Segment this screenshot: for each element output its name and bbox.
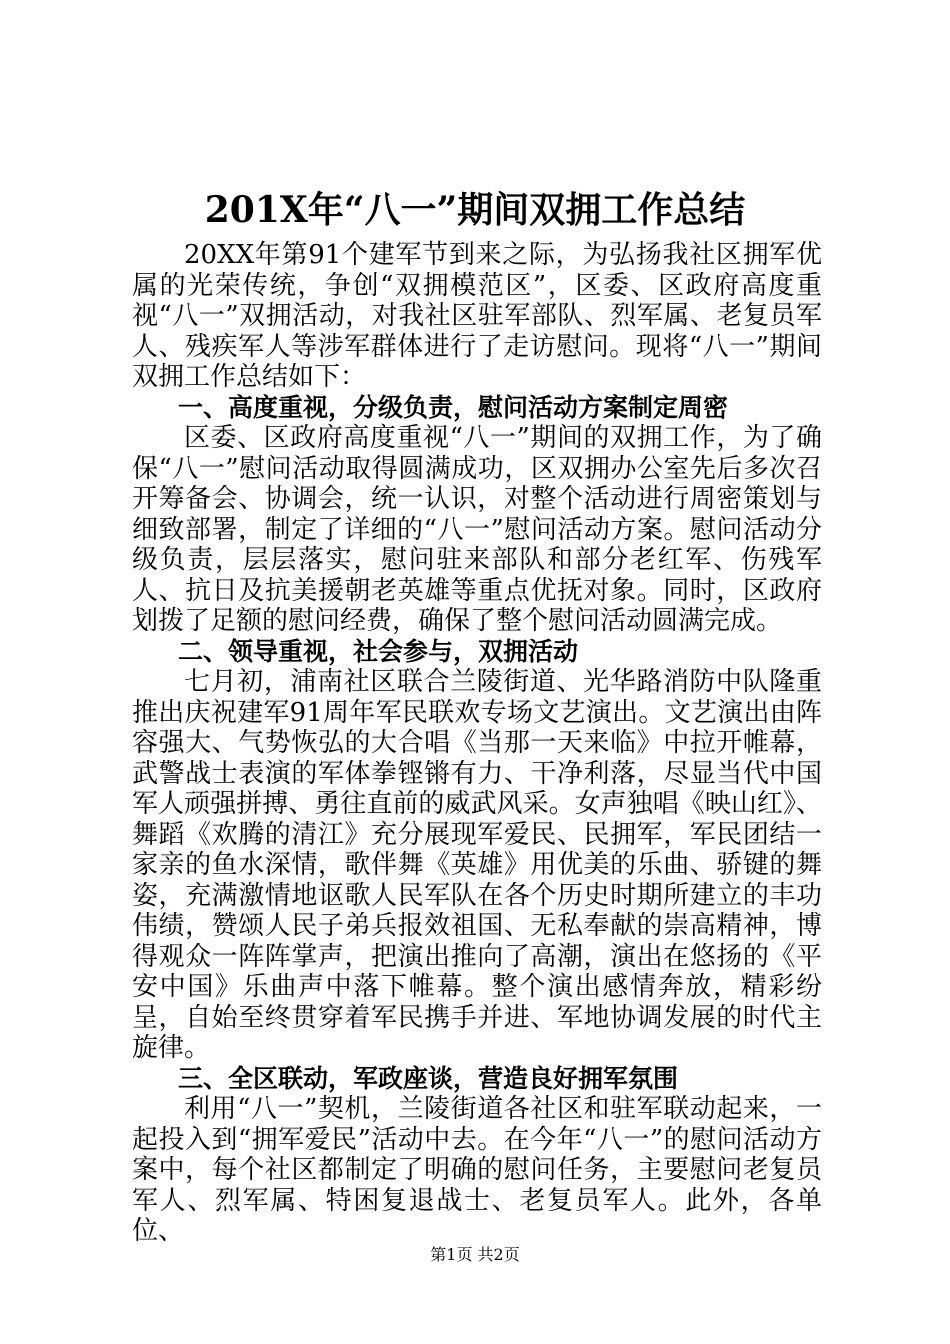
document-body bbox=[132, 240, 822, 1247]
section-1-paragraph: 区委、区政府高度重视“八一”期间的双拥工作，为了确保“八一”慰问活动取得圆满成功，区双拥办公室先后多次召开筹备会、协调会，统一认识，对整个活动进行周密策划与细致部署，制定了详细的“八一”慰问活动方案。慰问活动分级负责，层层落实，慰问驻来部队和部分老红军、伤残军人、抗日及抗美援朝老英雄等重点优抚对象。同时，区政府划拨了足额的慰问经费，确保了整个慰问活动圆满完成。 bbox=[132, 423, 822, 636]
page-footer: 第1页 共2页 bbox=[430, 1245, 520, 1264]
document-title: 201X年“八一”期间双拥工作总结 bbox=[204, 189, 746, 231]
section-2-paragraph: 七月初，浦南社区联合兰陵街道、光华路消防中队隆重推出庆祝建军91周年军民联欢专场文艺演出。文艺演出由阵容强大、气势恢弘的大合唱《当那一天来临》中拉开帷幕，武警战士表演的军体拳铿锵有力、干净利落，尽显当代中国军人顽强拼搏、勇往直前的威武风采。女声独唱《映山红》、舞蹈《欢腾的清江》充分展现军爱民、民拥军，军民团结一家亲的鱼水深情，歌伴舞《英雄》用优美的乐曲、骄键的舞姿，充满激情地讴歌人民军队在各个历史时期所建立的丰功伟绩，赞颂人民子弟兵报效祖国、无私奉献的崇高精神，博得观众一阵阵掌声，把演出推向了高潮，演出在悠扬的《平安中国》乐曲声中落下帷幕。整个演出感情奔放，精彩纷呈，自始至终贯穿着军民携手并进、军地协调发展的时代主旋律。 bbox=[132, 667, 822, 1063]
section-heading-1: 一、高度重视，分级负责，慰问活动方案制定周密 bbox=[178, 392, 729, 422]
section-heading-3: 三、全区联动，军政座谈，营造良好拥军氛围 bbox=[178, 1063, 679, 1093]
intro-paragraph: 20XX年第91个建军节到来之际，为弘扬我社区拥军优属的光荣传统，争创“双拥模范区”，区委、区政府高度重视“八一”双拥活动，对我社区驻军部队、烈军属、老复员军人、残疾军人等涉军群体进行了走访慰问。现将“八一”期间双拥工作总结如下： bbox=[132, 240, 822, 392]
section-3-paragraph: 利用“八一”契机，兰陵街道各社区和驻军联动起来，一起投入到“拥军爱民”活动中去。在今年“八一”的慰问活动方案中，每个社区都制定了明确的慰问任务，主要慰问老复员军人、烈军属、特困复退战士、老复员军人。此外，各单位、 bbox=[132, 1094, 822, 1246]
section-heading-2: 二、领导重视，社会参与，双拥活动 bbox=[178, 636, 579, 666]
